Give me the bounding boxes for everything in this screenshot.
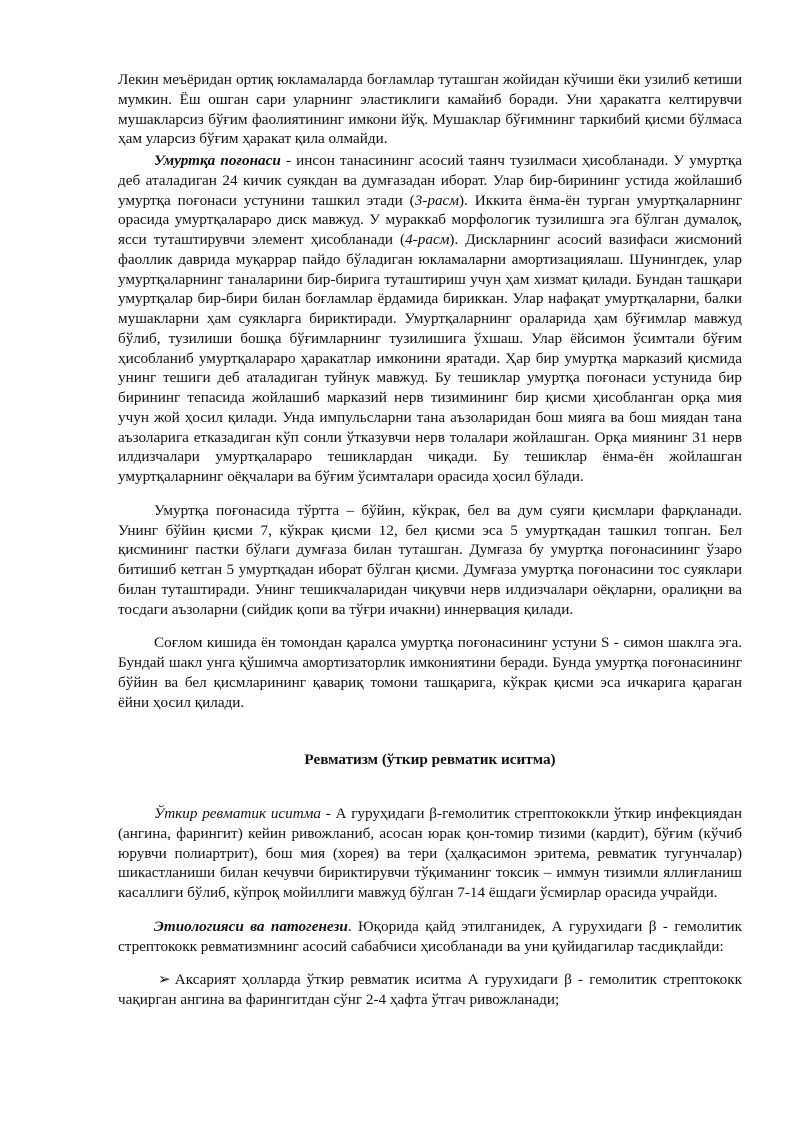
document-page bbox=[118, 70, 742, 1010]
bullet-item bbox=[118, 970, 742, 1010]
paragraph-spine bbox=[118, 151, 742, 487]
spine-text-c: ). Дискларнинг асосий вазифаси жисмоний фаоллик даврида муқаррар пайдо бўладиган юкламаларни амортизациялаш. Шунингдек, улар умуртқаларнинг таналарини бир-бирига туташтириш учун ҳам хизмат қилади. Бундан ташқари умуртқалар бир-бири билан боғламлар ёрдамида бириккан. Улар нафақат умуртқаларни, балки мушакларни ҳам суякларга бириктиради. Умуртқаларнинг ораларида ҳам бўғимлар мавжуд бўлиб, тузилиши бошқа бўғимларнинг тузилишига ўхшаш. Улар ёйсимон ўсимтали бўғим ҳисобланиб умуртқалараро ҳаракатлар имконини яратади. Ҳар бир умуртқа марказий қисмида унинг тешиги деб аталадиган туйнук мавжуд. Бу тешиклар умуртқа поғонаси устунида бир бирининг тепасида жойлашиб марказий нерв тизимининг бир қисми ҳисобланган орқа мия учун жой ҳосил қилади. Унда импульсларни тана аъзоларидан бош мияга ва бош миядан тана аъзоларига етказадиган кўп сонли ўтказувчи нерв толалари жойлашган. Орқа миянинг 31 нерв илдизчалари умуртқалараро тешиклардан чиқади. Бу тешиклар ёнма-ён жойлашган умуртқаларнинг оёқчалари ва бўғим ўсимталари орасида ҳосил бўлади. bbox=[118, 231, 742, 485]
paragraph-rheumatic-fever bbox=[118, 804, 742, 903]
bullet-text: Аксарият ҳолларда ўткир ревматик иситма А гурухидаги β - гемолитик стрептококк чақирган ангина ва фарингитдан сўнг 2-4 ҳафта ўтгач ривожланади; bbox=[118, 971, 742, 1008]
paragraph-s-shape: Соғлом кишида ён томондан қаралса умуртқа поғонасининг устуни S - симон шаклга эга. Бундай шакл унга қўшимча амортизаторлик имкониятини беради. Бунда умуртқа поғонасининг бўйин ва бел қисмларининг қавариқ томони ташқарига, кўкрак қисми эса ичкарига қараган ёйни ҳосил қилади. bbox=[118, 634, 742, 711]
section-heading: Ревматизм (ўткир ревматик иситма) bbox=[304, 751, 556, 769]
paragraph-spine-sections: Умуртқа поғонасида тўртта – бўйин, кўкрак, бел ва дум суяги қисмлари фарқланади. Унинг бўйин қисми 7, кўкрак қисми 12, бел қисми эса 5 умуртқадан ташкил топган. Бел қисмининг пастки бўлаги думғаза билан туташган. Думғаза бу умуртқа поғонасининг ўзаро битишиб кетган 5 умуртқадан иборат бўлган қисми. Думғаза умуртқа поғонасини тос суяклари билан туташтиради. Унинг тешикчаларидан чиқувчи нерв илдизчалари оёқларни, оралиқни ва тосдаги аъзоларни (сийдик қопи ва тўғри ичакни) иннервация қилади. bbox=[118, 501, 742, 618]
figure-ref-3: 3-расм bbox=[414, 191, 459, 209]
etiology-text: . Юқорида қайд этилганидек, А гурухидаги β - гемолитик стрептококк ревматизмнинг асосий сабабчиси ҳисобланади ва уни қуйидагилар тасдиқлайди: bbox=[118, 917, 742, 955]
paragraph-etiology bbox=[118, 917, 742, 957]
term-rheumatic-fever: Ўткир ревматик иситма bbox=[154, 805, 321, 822]
term-etiology: Этиологияси ва патогенези bbox=[154, 917, 348, 935]
spine-text-b: ). Иккита ёнма-ён турган умуртқаларнинг орасида умуртқалараро диск мавжуд. У мураккаб морфологик тузилишга эга бўлган думалоқ, ясси туташтирувчи элемент ҳисобланади ( bbox=[118, 191, 742, 248]
figure-ref-4: 4-расм bbox=[405, 231, 450, 248]
spine-text-a: - инсон танасининг асосий таянч тузилмаси ҳисобланади. У умуртқа деб аталадиган 24 кичик суякдан ва думғазадан иборат. Улар бир-бирининг устида жойлашиб умуртқа поғонаси устунини ташкил этади ( bbox=[118, 152, 742, 209]
arrow-bullet-icon: ➢ bbox=[158, 971, 171, 989]
paragraph-ligaments: Лекин меъёридан ортиқ юкламаларда боғламлар туташган жойидан кўчиши ёки узилиб кетиши мумкин. Ёш ошган сари уларнинг эластиклиги камайиб боради. Уни ҳаракатга келтирувчи мушакларсиз бўғим фаолиятининг имкони йўқ. Мушаклар бўғимнинг таркибий қисми бўлмаса ҳам уларсиз бўғим ҳаракат қила олмайди. bbox=[118, 71, 742, 148]
rheumatic-fever-text: - А гуруҳидаги β-гемолитик стрептококкли ўткир инфекциядан (ангина, фарингит) кейин ривожланиб, асосан юрак қон-томир тизими (кардит), бўғим (кўчиб юрувчи полиартрит), бош мия (хорея) ва тери (ҳалқасимон эритема, ревматик тугунчалар) шикастланиши билан кечувчи бириктирувчи тўқиманинг токсик – иммун тизимли яллиғланиш касаллиги бўлиб, кўпроқ мойиллиги мавжуд бўлган 7-14 ёшдаги ўсмирлар орасида учрайди. bbox=[118, 805, 742, 901]
term-spine: Умуртқа поғонаси bbox=[154, 152, 281, 169]
